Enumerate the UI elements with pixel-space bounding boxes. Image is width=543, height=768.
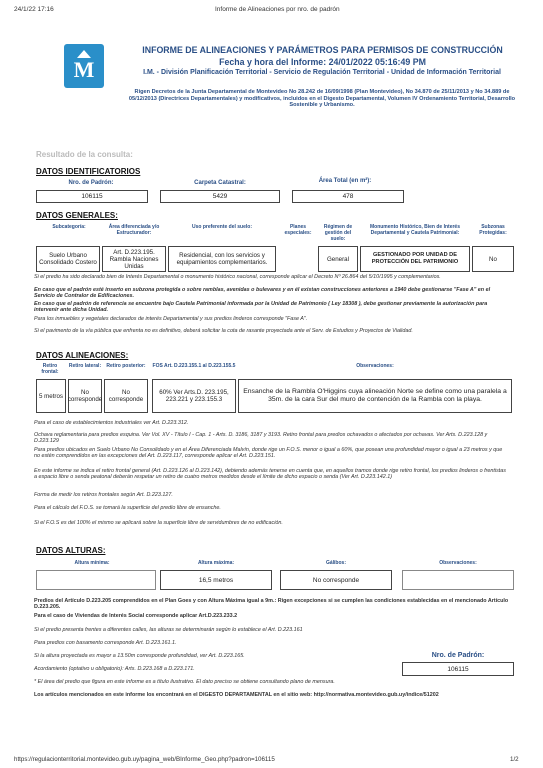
alin-note-5: Forma de medir los retiros frontales según Art. D.223.127. [34, 492, 173, 498]
print-page: 1/2 [510, 756, 519, 763]
logo-letter: M [73, 57, 95, 82]
report-division: I.M. - División Planificación Territorial - Servicio de Regulación Territorial - Unidad de Información Territorial [143, 69, 501, 76]
gen-area: Art. D.223.195. Rambla Naciones Unidas [102, 246, 166, 272]
section-identificatorios: DATOS IDENTIFICATORIOS [36, 167, 141, 176]
gen-regimen: General [318, 246, 358, 272]
alin-header-fos: FOS Art. D.223.155.1 al D.223.155.5 [152, 363, 236, 369]
alt-header-min: Altura mínima: [74, 560, 110, 566]
gen-header-uso: Uso preferente del suelo: [191, 224, 252, 230]
alt-obs [402, 570, 514, 590]
alin-fos: 60% Ver Arts.D. 223.195, 223.221 y 223.155.3 [152, 379, 236, 413]
alt-note-1: Predios del Artículo D.223.205 comprendidos en el Plan Goes y con Altura Máxima igual a 9m.: Rigen excepciones si se cumplen las condiciones establecidas en el mencionado Artículo D.223.205. [34, 598, 509, 611]
alin-note-6: Para el cálculo del F.O.S. se tomará la superficie del predio libre de ensanche. [34, 505, 221, 511]
gen-subcategoria: Suelo Urbano Consolidado Costero [36, 246, 100, 272]
alt-note-4: Para predios con basamento corresponde Art. D.223.161.1. [34, 640, 177, 646]
section-alturas: DATOS ALTURAS: [36, 546, 106, 555]
gen-header-planes: Planes especiales: [284, 224, 312, 236]
gen-header-area: Área diferenciada y/o Estructurador: [108, 224, 160, 236]
report-title: INFORME DE ALINEACIONES Y PARÁMETROS PARA PERMISOS DE CONSTRUCCIÓN [142, 45, 503, 55]
alin-note-4: En este informe se indica el retiro frontal general (Art. D.223.126 al D.223.142), debiendo además tenerse en cuenta que, en aquellos tramos donde rige retiro frontal, los predios linderos o frentistas a espacio libre o senda peatonal deberán respetar un retiro de cuatro metros medidos desde el límite de dicho espacio o senda (Ver Art. D.223.142.1) [34, 468, 506, 481]
gen-note-5: Si el pavimento de la vía pública que enfrenta no es definitivo, deberá solicitar la cota de rasante proyectada ante el Serv. de Estudios y Proyectos de Vialidad. [34, 328, 413, 334]
alt-note-3: Si el predio presenta frentes a diferentes calles, las alturas se determinarán según lo establece el Art. D.223.161 [34, 627, 303, 633]
padron-label: Nro. de Padrón: [68, 180, 114, 186]
area-note: * El área del predio que figura en este informe es a título ilustrativo. El dato preciso se obtiene consultando plano de mensura. [34, 679, 335, 685]
digesto-note: Los artículos mencionados en este informe los encontrará en el DIGESTO DEPARTAMENTAL en el sitio web: http://normativa.montevideo.gub.uy/indice/51202 [34, 692, 439, 698]
alin-frontal: 5 metros [36, 379, 66, 413]
alin-posterior: No corresponde [104, 379, 148, 413]
alt-note-5: Si la altura proyectada es mayor a 13.50m corresponde profundidad, ver Art. D.223.165. [34, 653, 245, 659]
area-label: Área Total (en m²): [318, 178, 372, 184]
gen-note-1: Si el predio ha sido declarado bien de Interés Departamental o monumento histórico nacional, corresponde aplicar el Decreto Nº 26.864 del 5/10/1995 y complementarios. [34, 274, 441, 280]
gen-header-subzonas: Subzonas Protegidas: [479, 224, 507, 236]
im-logo [64, 44, 104, 88]
alt-header-obs: Observaciones: [439, 560, 477, 566]
alin-lateral: No corresponde [68, 379, 102, 413]
gen-header-regimen: Régimen de gestión del suelo: [323, 224, 353, 242]
section-generales: DATOS GENERALES: [36, 211, 118, 220]
alin-note-1: Para el caso de establecimientos industriales ver Art. D.223.312. [34, 420, 189, 426]
alin-header-posterior: Retiro posterior: [106, 363, 146, 369]
print-title: Informe de Alineaciones por nro. de padrón [215, 6, 340, 13]
alt-note-6: Acordamiento (optativo u obligatorio): Arts. D.223.168 a D.223.171. [34, 666, 195, 672]
result-label: Resultado de la consulta: [36, 150, 133, 159]
carpeta-label: Carpeta Catastral: [194, 180, 246, 186]
carpeta-value: 5429 [160, 190, 280, 203]
gen-note-4: Para los inmuebles y vegetales declarados de interés Departamental y sus predios linderos corresponde "Fase A". [34, 316, 308, 322]
gen-note-2: En caso que el padrón esté inserto en subzona protegida o sobre ramblas, avenidas o bulevares y en él existan construcciones anteriores a 1940 debe gestionarse "Fase A" en el Servicio de Contralor de Edificaciones. [34, 287, 491, 300]
print-url[interactable]: https://regulacionterritorial.montevideo.gub.uy/pagina_web/BInforme_Geo.php?padron=106115 [14, 756, 275, 763]
padron-value: 106115 [36, 190, 148, 203]
alin-header-obs: Observaciones: [356, 363, 394, 369]
print-datetime: 24/1/22 17:16 [14, 6, 54, 13]
alt-header-galibos: Gálibos: [325, 560, 346, 566]
section-alineaciones: DATOS ALINEACIONES: [36, 351, 129, 360]
gen-header-subcategoria: Subcategoría: [52, 224, 86, 230]
gen-uso: Residencial, con los servicios y equipamientos complementarios. [168, 246, 276, 272]
alt-galibos: No corresponde [280, 570, 392, 590]
footer-padron-label: Nro. de Padrón: [431, 652, 485, 659]
gen-note-3: En caso que el padrón de referencia se encuentre bajo Cautela Patrimonial informada por la Unidad de Patrimonio ( Ley 18308 ), debe gestionar previamente la autorización para intervenir ante dicha Unidad. [34, 301, 488, 314]
alt-min [36, 570, 156, 590]
alt-note-2: Para el caso de Viviendas de Interés Social corresponde aplicar Art.D.223.233.2 [34, 613, 238, 619]
alin-note-2: Ochava reglamentaria para predios esquina. Ver Vol. XV - Título I - Cap. 1 - Arts. D. 3186, 3187 y 3193. Retiro frontal para predios ochavados o afectados por ochavas. Ver Arts. D.223.128 y D.223.129 [34, 432, 488, 445]
alin-header-lateral: Retiro lateral: [68, 363, 102, 369]
footer-padron-value: 106115 [402, 662, 514, 676]
alin-note-3: Para predios ubicados en Suelo Urbano No Consolidado y en el Área Diferenciada Malvín, donde rige un F.O.S. menor o igual a 60%, que posean una profundidad mayor o igual a 23 metros y que no estén comprendidos en las excepciones del Art. D.223.117, corresponde aplicar el Art. D.223.151. [34, 447, 503, 460]
alt-header-max: Altura máxima: [197, 560, 235, 566]
gen-header-monumento: Monumento Histórico, Bien de Interés Departamental y Cautela Patrimonial: [369, 224, 460, 236]
alin-obs: Ensanche de la Rambla O'Higgins cuya alineación Norte se define como una paralela a 35m. de la cara Sur del muro de contención de la Rambla con la playa. [238, 379, 512, 413]
gen-monumento: GESTIONADO POR UNIDAD DE PROTECCIÓN DEL PATRIMONIO [360, 246, 470, 272]
alin-header-frontal: Retiro frontal: [41, 363, 59, 375]
gen-subzonas: No [472, 246, 514, 272]
alin-note-7: Si el F.O.S es del 100% el mismo se aplicará sobre la superficie libre de servidumbres de no edificación. [34, 520, 283, 526]
area-value: 478 [292, 190, 404, 203]
report-datetime: Fecha y hora del Informe: 24/01/2022 05:16:49 PM [219, 57, 426, 67]
roof-icon [77, 50, 91, 58]
report-decrees: Rigen Decretos de la Junta Departamental de Montevideo No 28.242 de 16/09/1998 (Plan Montevideo), No 34.870 de 25/11/2013 y No 34.889 de 05/12/2013 (Directrices Departamentales) y modificativos, incluidos en el Digesto Departamental, Volumen IV Ordenamiento Territorial, Desarrollo Sostenible y Urbanismo. [128, 89, 516, 109]
alt-max: 16,5 metros [160, 570, 272, 590]
